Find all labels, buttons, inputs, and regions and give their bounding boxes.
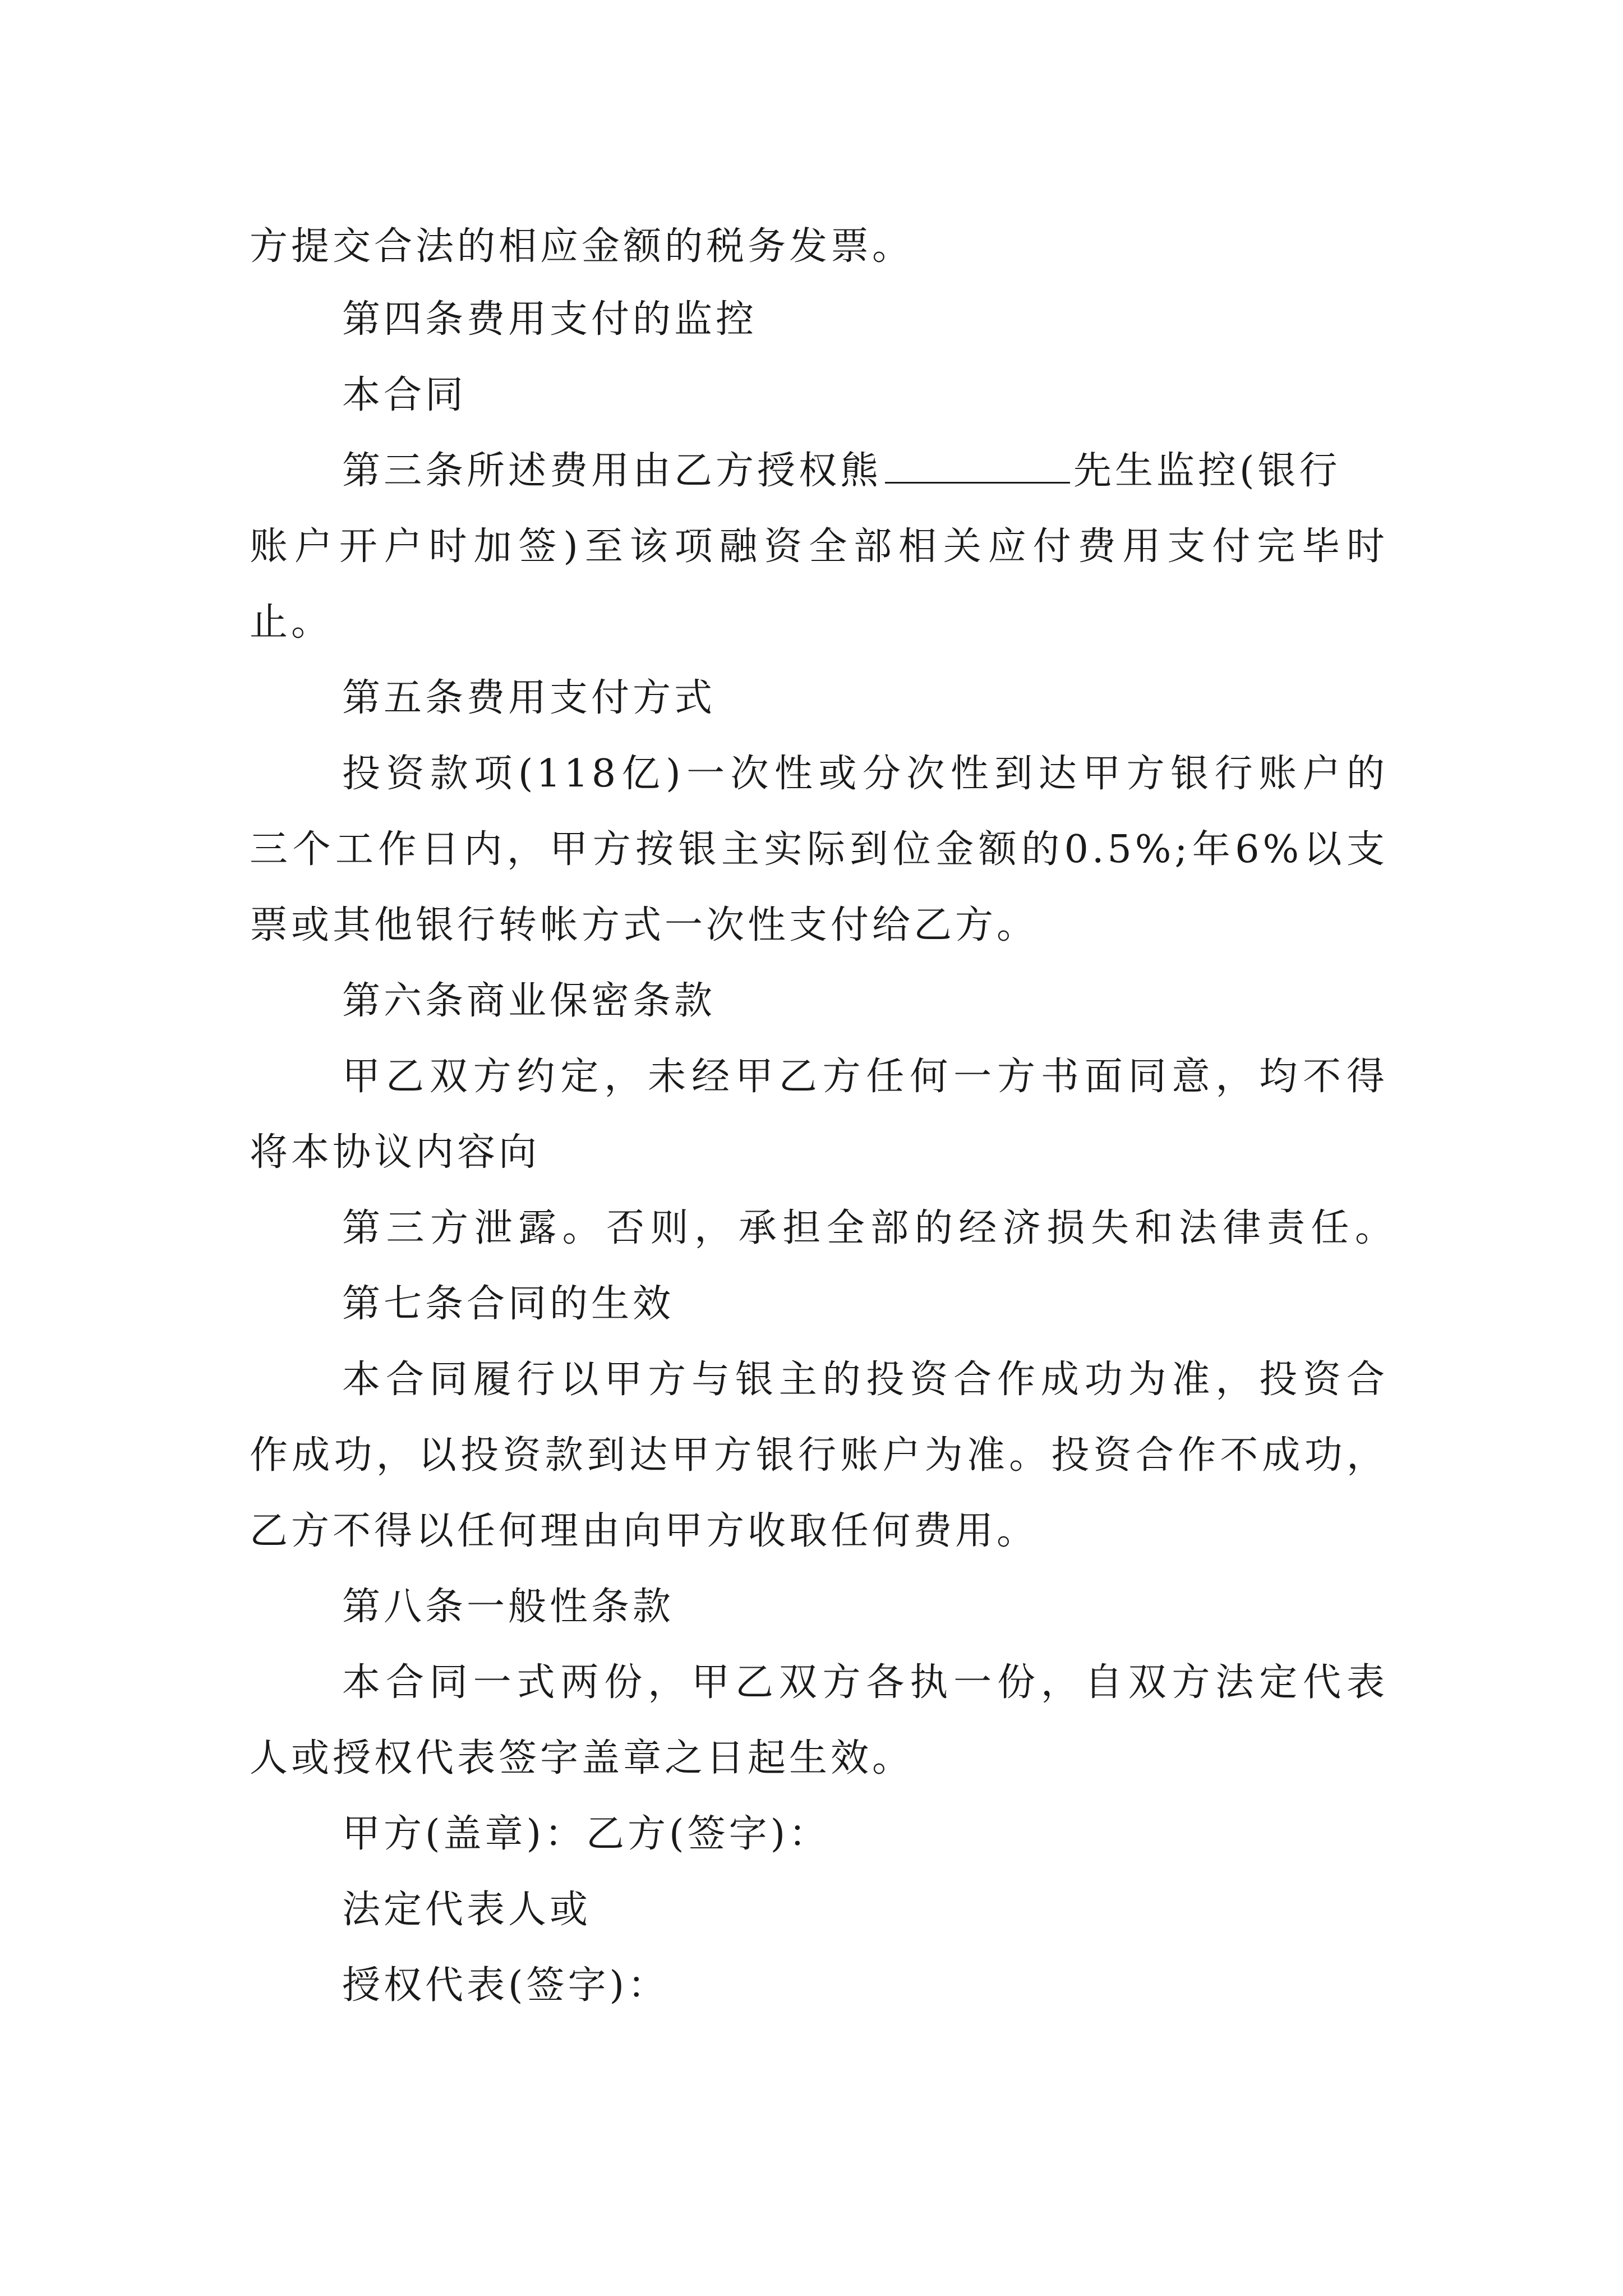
paragraph-line: 将本协议内容向: [250, 1130, 541, 1175]
paragraph-line: 本合同一式两份，甲乙双方各执一份，自双方法定代表: [342, 1660, 1388, 1705]
paragraph-line: 本合同: [342, 373, 467, 417]
paragraph-line: 票或其他银行转帐方式一次性支付给乙方。: [250, 903, 1039, 947]
paragraph-line: 乙方不得以任何理由向甲方收取任何费用。: [250, 1509, 1039, 1553]
paragraph-line: 第三方泄露。否则，承担全部的经济损失和法律责任。: [342, 1206, 1396, 1250]
paragraph-line: 作成功，以投资款到达甲方银行账户为准。投资合作不成功，: [250, 1433, 1388, 1478]
signature-line-representative: 法定代表人或: [342, 1888, 592, 1932]
section-heading-6: 第六条商业保密条款: [342, 979, 716, 1023]
name-blank-field: [885, 447, 1070, 484]
paragraph-line: 账户开户时加签)至该项融资全部相关应付费用支付完毕时: [250, 524, 1388, 569]
clause-text-end: 先生监控(银行: [1073, 449, 1341, 493]
section-heading-8: 第八条一般性条款: [342, 1585, 675, 1629]
paragraph-line: 方提交合法的相应金额的税务发票。: [250, 224, 914, 269]
paragraph-line: 本合同履行以甲方与银主的投资合作成功为准，投资合: [342, 1358, 1388, 1402]
paragraph-line: 投资款项(118亿)一次性或分次性到达甲方银行账户的: [342, 752, 1388, 796]
section-heading-5: 第五条费用支付方式: [342, 676, 716, 720]
signature-line-parties: 甲方(盖章)：乙方(签字)：: [342, 1812, 831, 1856]
paragraph-line: 三个工作日内，甲方按银主实际到位金额的0.5%;年6%以支: [250, 827, 1388, 872]
signature-line-authorized: 授权代表(签字)：: [342, 1963, 670, 2008]
section-heading-4: 第四条费用支付的监控: [342, 297, 758, 342]
paragraph-line: [342, 446, 1341, 496]
paragraph-line: 甲乙双方约定，未经甲乙方任何一方书面同意，均不得: [342, 1055, 1388, 1099]
section-heading-7: 第七条合同的生效: [342, 1282, 675, 1326]
paragraph-line: 人或授权代表签字盖章之日起生效。: [250, 1736, 914, 1780]
clause-text-start: 第三条所述费用由乙方授权熊: [342, 449, 882, 493]
paragraph-line: 止。: [250, 600, 333, 645]
